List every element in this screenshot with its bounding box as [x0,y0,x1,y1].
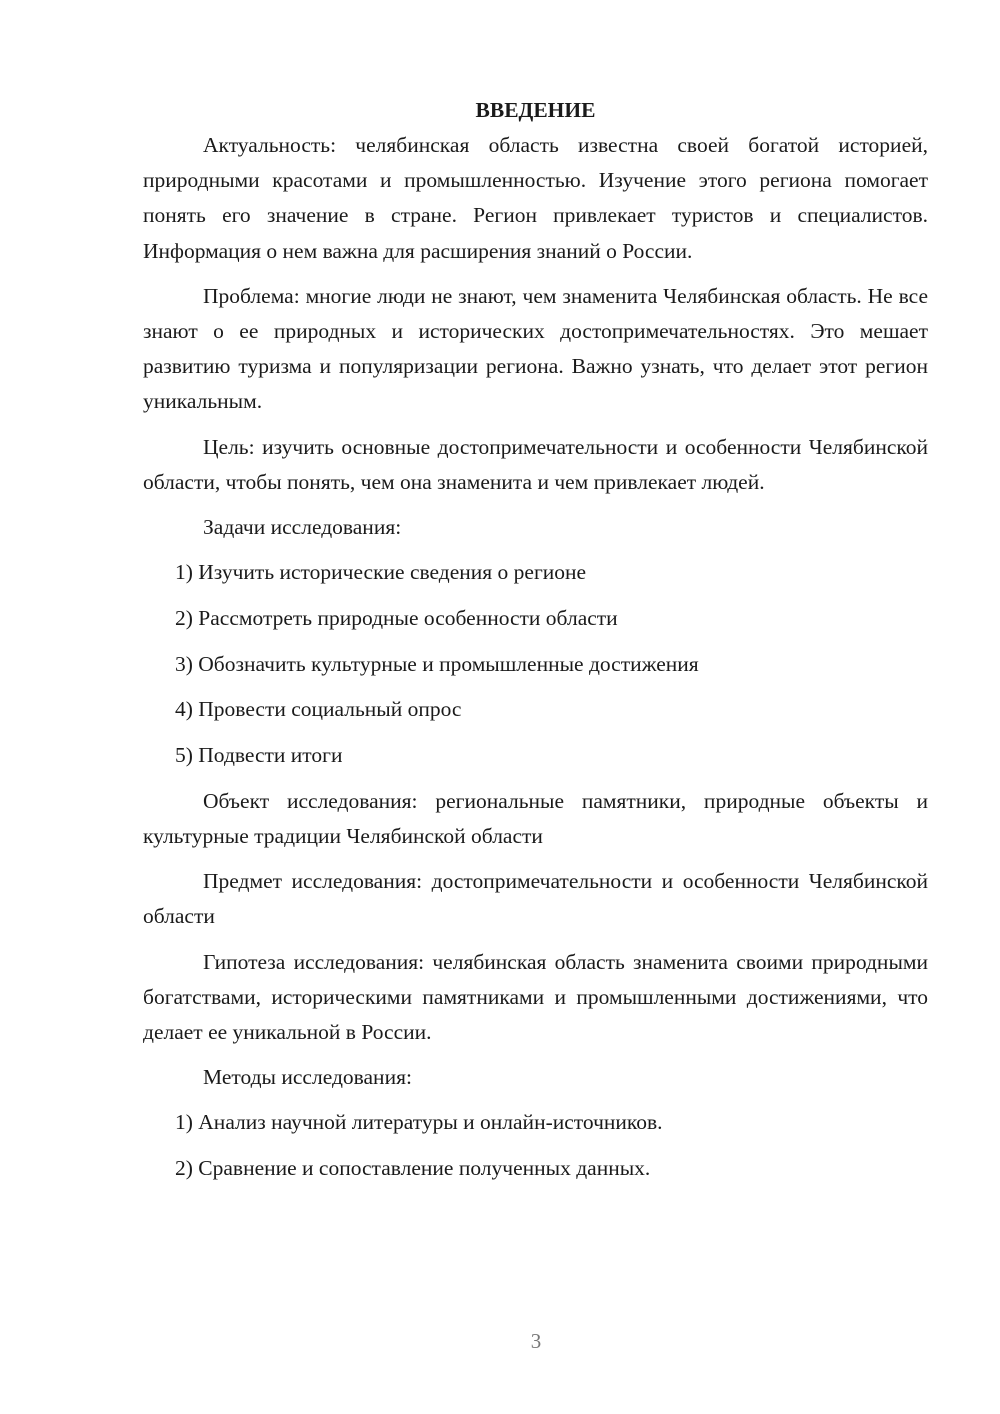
hypothesis-paragraph: Гипотеза исследования: челябинская область знаменита своими природными богатствами, историческими памятниками и промышленными достижениями, что делает ее уникальной в России. [143,949,928,1044]
list-item: 3) Обозначить культурные и промышленные достижения [175,651,699,676]
methods-list [143,1105,928,1186]
document-page [143,93,928,1197]
problem-paragraph: Проблема: многие люди не знают, чем знаменита Челябинская область. Не все знают о ее природных и исторических достопримечательностях. Это мешает развитию туризма и популяризации региона. Важно узнать, что делает этот регион уникальным. [143,283,928,414]
subject-paragraph: Предмет исследования: достопримечательности и особенности Челябинской области [143,869,928,929]
tasks-heading: Задачи исследования: [203,515,402,540]
list-item: 1) Изучить исторические сведения о регионе [175,560,587,585]
relevance-paragraph: Актуальность: челябинская область известна своей богатой историей, природными красотами и промышленностью. Изучение этого региона помогает понять его значение в стране. Регион привлекает туристов и специалистов. Информация о нем важна для расширения знаний о России. [143,133,928,263]
list-item: 4) Провести социальный опрос [175,697,462,722]
methods-heading: Методы исследования: [203,1065,412,1090]
list-item: 2) Рассмотреть природные особенности области [175,605,618,630]
goal-paragraph: Цель: изучить основные достопримечательности и особенности Челябинской области, чтобы понять, чем она знаменита и чем привлекает людей. [143,434,928,494]
object-paragraph: Объект исследования: региональные памятники, природные объекты и культурные традиции Челябинской области [143,788,928,848]
list-item: 1) Анализ научной литературы и онлайн-источников. [175,1110,663,1135]
tasks-list [143,555,928,773]
page-title: ВВЕДЕНИЕ [475,98,596,122]
list-item: 2) Сравнение и сопоставление полученных данных. [175,1156,651,1181]
list-item: 5) Подвести итоги [175,743,343,768]
page-number: 3 [530,1329,542,1353]
